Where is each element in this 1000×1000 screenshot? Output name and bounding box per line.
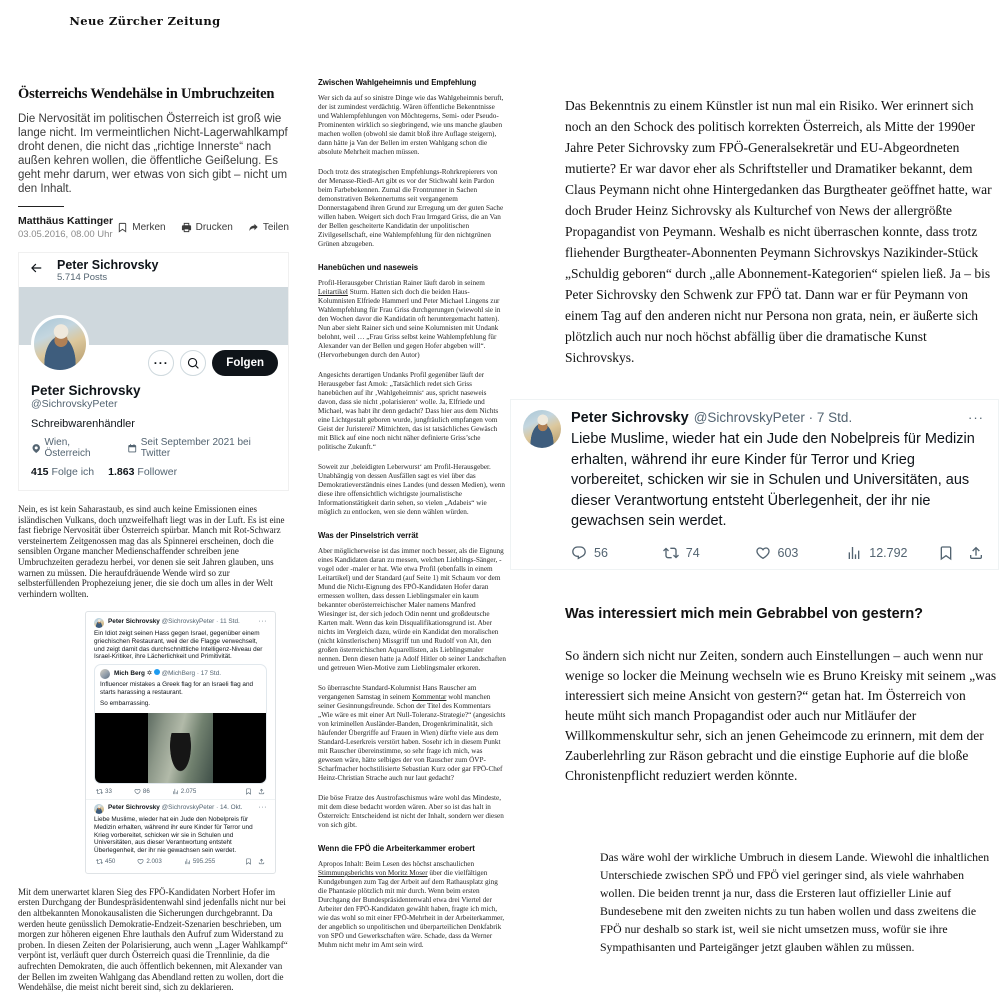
article-column-left [18, 86, 289, 993]
quoted-text-2: So embarrassing. [100, 699, 151, 707]
bookmark-icon [245, 858, 252, 865]
main-tweet[interactable] [510, 399, 999, 570]
tweet-engagement-row [96, 788, 265, 795]
repost-button[interactable]: 74 [663, 545, 755, 561]
search-button[interactable] [180, 350, 206, 376]
twitter-profile-card [18, 252, 289, 491]
nzz-masthead-logo: Neue Zürcher Zeitung [69, 14, 221, 28]
tweet-avatar [94, 618, 104, 628]
location-pin-icon [31, 443, 41, 454]
quoted-avatar [100, 669, 110, 679]
article-paragraph: Soweit zur ‚beleidigten Leberwurst‘ am Profil-Herausgeber. Unabhängig von dessen Ausfällen sagt es viel über das Demokratieverständnis eines Landes (und dessen Medien), wenn diese ihre offensichtlich wichtigste journalistische Informationstätigkeit darin sehen, so vielen „Adabeis“ wie möglich zu entlocken, wen sie denn wählen würden. [318, 463, 506, 516]
tweet-author: Peter Sichrovsky [108, 618, 160, 626]
views-icon [184, 858, 191, 865]
like-button[interactable]: 603 [755, 545, 847, 561]
profile-handle: @SichrovskyPeter [31, 398, 118, 410]
follow-button[interactable]: Folgen [212, 350, 278, 376]
tweet-engagement-row [96, 858, 265, 865]
heart-icon [134, 788, 141, 795]
divider [18, 206, 64, 207]
repost-icon [663, 545, 679, 561]
tweet-meta: @SichrovskyPeter · 11 Std. [161, 618, 240, 626]
profile-display-name: Peter Sichrovsky [31, 383, 141, 398]
tweet-avatar [94, 804, 104, 814]
article-paragraph: So ändern sich nicht nur Zeiten, sondern auch Einstellungen – auch wenn nur wenige so locker die Meinung wechseln wie es Bruno Kreisky mit seinem „was interessiert sich meine Ansicht von gestern?“ getan hat. Im Österreich von heute müht sich manch Propagandist oder auch nur Mitläufer der Willkommenskultur sehr, sich an jenen Geheimcode zu erinnern, mit dem der Zauberlehrling zur Räson gebracht und die einstige Euphorie auf die bloße Chronistenpflicht reduziert werden könnte. [565, 648, 997, 783]
views-icon [172, 788, 179, 795]
view-count: 595.255 [184, 858, 215, 865]
reply-button[interactable]: 56 [571, 545, 663, 561]
tweet-author: Peter Sichrovsky [108, 804, 160, 812]
repost-count: 450 [96, 858, 115, 865]
following-stat[interactable]: 415 Folge ich [31, 466, 95, 478]
repost-icon [96, 858, 103, 865]
article-paragraph: Doch trotz des strategischen Empfehlungs-Rohrkrepierers von der Menasse-Riedl-Art gibt es vor der Stichwahl kein Pardon beim Farbebekennen. Zumal die Frontrunner in Sachen demonstrativen Bekennertums seit vergangenem Donnerstagabend ihren Grund zur Erregung um der guten Sache willen haben. Weigert sich doch Frau Irmgard Griss, die an Van der Bellen gescheiterte Kandidatin der unpolitischen Zivilgesellschaft, eine Wahlempfehlung für den nichtgrünen Grünen abzugeben. [318, 168, 504, 248]
profile-posts-count: 5.714 Posts [57, 272, 108, 283]
quoted-meta: @MichBerg · 17 Std. [161, 670, 222, 678]
profile-header-name: Peter Sichrovsky [57, 258, 159, 272]
article-title: Österreichs Wendehälse in Umbruchzeiten [18, 86, 275, 102]
article-paragraph: Profil-Herausgeber Christian Rainer läuft darob in seinem Leitartikel Sturm. Hatten sich doch die beiden Haus-Kolumnisten Elfriede Hammerl und Peter Michael Lingens zur Wahlempfehlung für Frau Griss durchgerungen (wiewohl sie in den Wochen davor die Kandidatin oft heruntergemacht hatten). Nun aber sieht Rainer sich und seine Kolumnisten mit Undank belohnt, weil … „Frau Griss selbst keine Wahlempfehlung für Alexander van der Bellen und gegen Hofer abgeben will“. (Hervorhebungen durch den Autor) [318, 279, 501, 359]
article-paragraph: Wer sich da auf so sinistre Dinge wie das Wahlgeheimnis beruft, der ist zumindest verdächtig. Wären öffentliche Bekenntnisse und Wahlempfehlungen von Möchtegerns, Semi- oder Pseudo-Prominenten wirklich so siegbringend, wie uns manche glauben machen wollen (obwohl sie damit bloß ihre Auflage steigern), dann hätte ja Van der Bellen im ersten Wahlgang schon die absolute Mehrheit machen müssen. [318, 94, 504, 156]
profile-join-date: Seit September 2021 bei Twitter [127, 437, 276, 459]
more-button[interactable]: ··· [148, 350, 174, 376]
article-paragraph: So überraschte Standard-Kolumnist Hans Rauscher am vergangenen Samstag in seinem Kommentar wohl manchen seiner Gesinnungsfreunde. Schon der Titel des Kommentars „Wie wäre es mit einer Art Null-Toleranz-Strategie?“ (angesichts von kriminellen Ausländer-Banden, Drogenkriminalität, sich häufender Übergriffe auf Frauen in Wien) dürfte viele aus dem Standard-Leserkreis verstört haben. Sosehr ich in diesem Punkt mit Rauscher übereinstimme, so sehr frage ich mich, was gewesen wäre, hätte selbiges der von Rauscher zum ÖVP-Scharfmacher hochstilisierte Sebastian Kurz oder gar FPÖ-Chef Heinz-Christian Strache auch nur laut gedacht? [318, 684, 506, 782]
more-icon: ··· [258, 804, 267, 812]
quoted-text: Influencer mistakes a Greek flag for an Israeli flag and starts harassing a restaurant. [100, 681, 254, 696]
section-heading: Was interessiert mich mein Gebrabbel von gestern? [565, 606, 924, 622]
profile-avatar[interactable] [31, 315, 89, 373]
article-lead: Die Nervosität im politischen Österreich ist groß wie lange nicht. Im vermeintlichen Nicht-Lagerwahlkampf droht denen, die nicht das „richtige Innerste“ nach außen kehren wollen, die öffentliche Geißelung. Es geht mehr darum, wer etwas von sich gibt – nicht um den Inhalt. [18, 113, 288, 195]
article-paragraph: Die böse Fratze des Austrofaschismus wäre wohl das Mindeste, mit dem diese bedacht worden wären. Aber so ist das halt in Österreich: Entscheidend ist nicht der Inhalt, sondern wer diesen von sich gibt. [318, 794, 504, 829]
tweet-meta: @SichrovskyPeter · 7 Std. [693, 410, 853, 425]
search-icon [187, 357, 200, 370]
bookmark-icon[interactable] [938, 545, 954, 561]
quoted-author: Mich Berg [114, 670, 145, 678]
printer-icon [181, 222, 192, 233]
views-button[interactable]: 12.792 [846, 545, 938, 561]
section-heading: Zwischen Wahlgeheimnis und Empfehlung [318, 78, 477, 87]
article-paragraph: Aber möglicherweise ist das immer noch besser, als die Eignung eines Kandidaten daran zu messen, welchen Lieblings-Sänger, -vogel oder -maler er hat. Wie etwa Profil (ebenfalls in einem Leitartikel) und der Standard (auf Seite 1) mit Schaum vor dem Mund die Nicht-Eignung des FPÖ-Kandidaten Hofer daran ermessen wollten, dass dessen Lieblingsmaler ein kaum bekannter oberösterreichischer Maler namens Manfred Wiesinger ist, der sich jedoch Odin nennt und großdeutsche Karten malt. Wenn das kein Disqualifikationsgrund ist. Aber nichts im Vergleich dazu, würde ein Kandidat den moralischen (nicht künstlerischen) Missgriff tun und Rudolf von Alt, den großen österreichischen Aquarellisten, als Lieblingsmaler nennen. Denn diesen hatte ja Adolf Hitler ob seiner Landschaften und getreuen Wien-Motive zum Lieblingsmaler erkoren. [318, 547, 507, 672]
reply-icon [571, 545, 587, 561]
section-heading: Was der Pinselstrich verrät [318, 531, 419, 540]
share-icon [258, 788, 265, 795]
back-button[interactable] [29, 261, 43, 280]
publish-date: 03.05.2016, 08.00 Uhr [18, 229, 113, 240]
share-button[interactable]: Teilen [248, 222, 289, 233]
tweet-text: Liebe Muslime, wieder hat ein Jude den Nobelpreis für Medizin erhalten, während ihr eure Kinder für Terror und Krieg vorbereitet, schicken wir sie in Schulen und Universitäten, aus dieser Verantwortung entsteht Überlegenheit, der ihr nie gewachsen sein werdet. [94, 816, 253, 855]
section-heading: Hanebüchen und naseweis [318, 263, 419, 272]
view-count: 2.075 [172, 788, 196, 795]
article-paragraph: Apropos Inhalt: Beim Lesen des höchst anschaulichen Stimmungsberichts von Moritz Moser über die vielfältigen Kundgebungen zum Tag der Arbeit auf dem Rathausplatz ging die Phantasie plötzlich mit mir durch. Wenn beim ersten Durchgang der Bundespräsidentenwahl etwa drei Viertel der Arbeiter den FPÖ-Kandidaten gewählt haben, fragte ich mich, wie das wohl so mit einer FPÖ-Mehrheit in der Arbeiterkammer, der angeblich so unpolitischen und überparteilichen Denkfabrik von SPÖ und Gewerkschaften wäre. Schade, dass da Werner Muhm nicht mehr im Amt sein wird. [318, 860, 505, 949]
author-name: Matthäus Kattinger [18, 215, 114, 227]
inline-link[interactable]: Kommentar [412, 693, 447, 701]
print-button[interactable]: Drucken [181, 222, 233, 233]
article-paragraph: Angesichts derartigen Undanks Profil gegenüber läuft der Herausgeber fast Amok: „Tatsächlich redet sich Griss hanebüchen auf ihr ‚Wahlgeheimnis‘ aus, spricht naseweis davon, dass sie nicht ‚polarisieren‘ wolle. Ja, Elfriede und Michael, was habt ihr denn gedacht? Dass hier aus dem Nichts eine Lichtgestalt geboren wurde, jungfräulich empfangen vom Geist der Juristerei? Mitnichten, das ist tatsächliches Gewäsch mit Blick auf eine noch nicht näher definierte Griss’sche politische Zukunft.“ [318, 371, 499, 451]
repost-icon [96, 788, 103, 795]
followers-stat[interactable]: 1.863 Follower [108, 466, 178, 478]
tweet-meta: @SichrovskyPeter · 14. Okt. [161, 804, 243, 812]
article-paragraph: Nein, es ist kein Saharastaub, es sind auch keine Emissionen eines isländischen Vulkans, doch unzweifelhaft liegt was in der Luft. Es ist eine fast fiebrige Nervosität über Österreich spürbar. Manch mit Rot-Schwarz versteinertem Zeitgenossen mag das als Spinnerei erscheinen, doch die sensiblen Organe mancher Medienschaffender schreiben jene Umbruchzeiten geradezu herbei, vor denen sie seit Jahren glauben, uns warnen zu müssen. Die heraufdräuende Wende wird so zur selbsterfüllenden Prophezeiung jener, die sie doch um alles in der Welt verhindern wollten. [18, 504, 285, 599]
video-frame [148, 713, 213, 783]
bookmark-icon [117, 222, 128, 233]
quoted-tweet [94, 664, 267, 784]
back-arrow-icon [29, 261, 43, 275]
article-column-middle [318, 78, 506, 961]
calendar-icon [127, 443, 137, 454]
tweet-text: Ein Idiot zeigt seinen Hass gegen Israel, gegenüber einem griechischen Restaurant, weil der die Flagge verwechselt, und zeigt damit das durchschnittliche Intelligenz-Niveau der Israel-Kritiker, ihre Lächerlichkeit und Primitivität. [94, 630, 263, 661]
divider [86, 799, 275, 800]
share-icon [258, 858, 265, 865]
tweet-author[interactable]: Peter Sichrovsky [571, 410, 689, 426]
like-count: 86 [134, 788, 150, 795]
star-of-david-icon: ✡ [146, 670, 153, 678]
share-icon [248, 222, 259, 233]
tweet-text: Liebe Muslime, wieder hat ein Jude den Nobelpreis für Medizin erhalten, während ihr eure Kinder für Terror und Krieg vorbereitet, schicken wir sie in Schulen und Universitäten, aus dieser Verantwortung entsteht Überlegenheit, der ihr nie gewachsen sein werdet. [571, 431, 975, 529]
section-heading: Wenn die FPÖ die Arbeiterkammer erobert [318, 844, 475, 853]
profile-bio: Schreibwarenhändler [31, 418, 135, 430]
bookmark-button[interactable]: Merken [117, 222, 165, 233]
bookmark-icon [245, 788, 252, 795]
verified-badge-icon [154, 669, 160, 675]
profile-location: Wien, Österreich [31, 437, 115, 459]
tweet-avatar[interactable] [523, 410, 561, 448]
inline-link[interactable]: Leitartikel [318, 288, 348, 296]
byline-row [18, 215, 289, 240]
tweet-engagement-row [571, 545, 984, 561]
share-icon[interactable] [968, 545, 984, 561]
repost-count: 33 [96, 788, 112, 795]
embedded-tweet-screenshot[interactable] [85, 611, 276, 873]
views-icon [846, 545, 862, 561]
more-icon: ··· [258, 618, 267, 626]
heart-icon [755, 545, 771, 561]
inline-link[interactable]: Stimmungsberichts von Moritz Moser [318, 869, 428, 877]
article-paragraph: Das Bekenntnis zu einem Künstler ist nun mal ein Risiko. Wer erinnert sich noch an den Schock des politisch korrekten Österreich, als Mitte der 1990er Jahre Peter Sichrovsky zum FPÖ-Generalsekretär und EU-Abgeordneten mutierte? Er war davor eher als Schriftsteller und Dramatiker bekannt, dem Claus Peymann nicht ohne Hintergedanken das Burgtheater geöffnet hatte, war doch Bruder Heinz Sichrovsky als Kulturchef von News der allergrößte Propagandist von Peymann. Weshalb es nicht überraschen konnte, dass trotz fliehender Burgtheater-Abonnenten Peymann Sichrovskys Nazikinder-Stück „Schuldig geboren“ durch „alle Abonnement-Kategorien“ spielen ließ. Ja – bis Peter Sichrovsky den Schwenk zur FPÖ tat. Dann war er für Peymann von einem Tag auf den anderen nicht nur Persona non grata, nein, er äußerte sich plötzlich auch nur noch höchst abfällig über die dramatische Kunst Sichrovskys. [565, 98, 992, 365]
more-icon[interactable]: ··· [968, 410, 984, 425]
article-paragraph: Das wäre wohl der wirkliche Umbruch in diesem Lande. Wiewohl die inhaltlichen Unterschiede zwischen SPÖ und FPÖ viel geringer sind, als viele wahrhaben wollen. Die beiden trennt ja nur, dass die Ersteren laut offizieller Linie auf Bundesebene mit den zweiten nichts zu tun haben wollen und dass zweitens die FPÖ nur deshalb so stark ist, weil sie nicht umsetzen muss, wofür sie ihre Sympathisanten und Parteigänger jetzt glauben wählen zu müssen. [600, 850, 990, 954]
heart-icon [137, 858, 144, 865]
like-count: 2.003 [137, 858, 161, 865]
video-thumbnail [95, 713, 266, 783]
article-paragraph: Mit dem unerwartet klaren Sieg des FPÖ-Kandidaten Norbert Hofer im ersten Durchgang der Bundespräsidentenwahl sind jedenfalls nicht nur bei den altbekannten Monokausalisten die Sicherungen durchgebrannt. Da werden heute genüsslich Demokratie-Endzeit-Szenarien beschrieben, um morgen zur höheren eigenen Ehre lauthals den Aufruf zum Widerstand zu proben. In diesen Zeiten der Polarisierung, auch wenn „Lager Wahlkampf“ verpönt ist, verläuft quer durch Österreich quasi die Trennlinie, da die aufrechten Demokraten, die auch öffentlich bekennen, mit Alexander van der Bellen im zweiten Wahlgang das Abendland retten zu wollen, dort die Wendehälse, die meist nicht bereit sind, sich zu deklarieren. [18, 886, 288, 993]
